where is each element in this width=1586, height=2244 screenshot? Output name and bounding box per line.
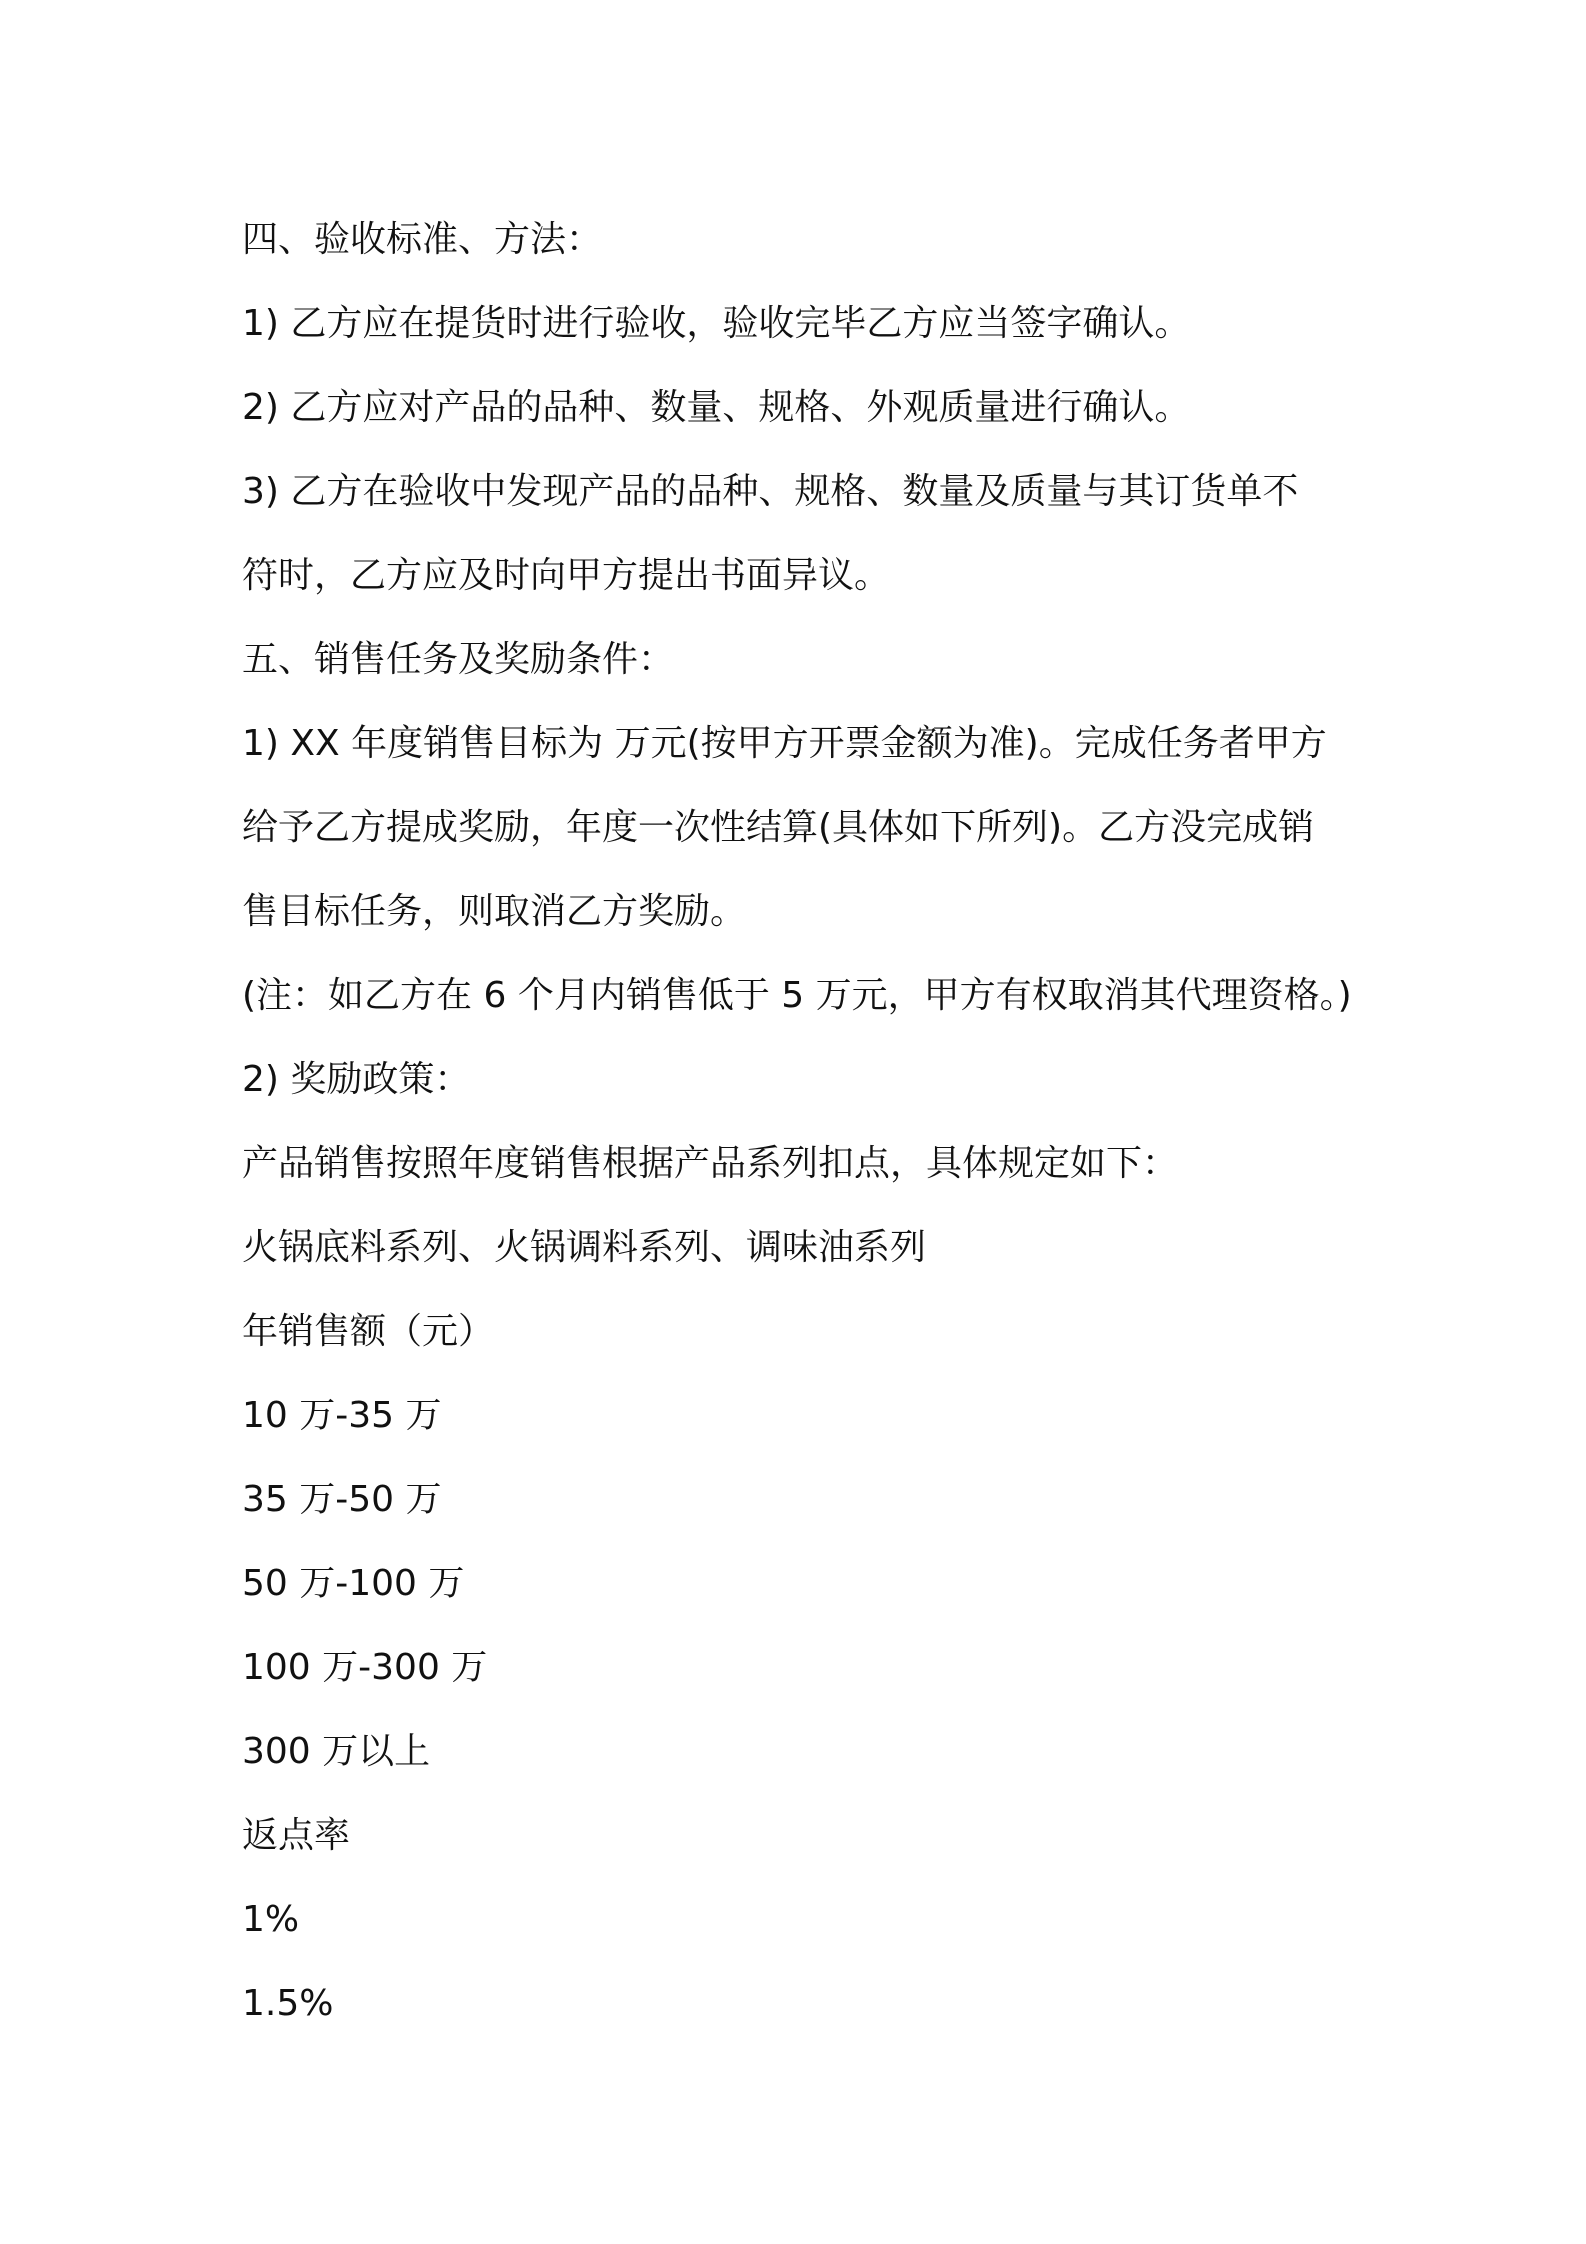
table-header-rebate-rate: 返点率 — [242, 1815, 351, 1856]
table-cell-range: 35 万-50 万 — [242, 1479, 442, 1520]
product-series-line: 火锅底料系列、火锅调料系列、调味油系列 — [242, 1227, 927, 1268]
note-line: (注：如乙方在 6 个月内销售低于 5 万元，甲方有权取消其代理资格。) — [242, 975, 1352, 1016]
table-cell-range: 10 万-35 万 — [242, 1395, 442, 1436]
section-heading-acceptance: 四、验收标准、方法： — [242, 219, 603, 260]
subheading-reward-policy: 2) 奖励政策： — [242, 1059, 471, 1100]
table-cell-range: 50 万-100 万 — [242, 1563, 465, 1604]
paragraph-line: 1) XX 年度销售目标为 万元(按甲方开票金额为准)。完成任务者甲方 — [242, 723, 1327, 764]
paragraph-line: 售目标任务，则取消乙方奖励。 — [242, 891, 747, 932]
paragraph-line: 3) 乙方在验收中发现产品的品种、规格、数量及质量与其订货单不 — [242, 471, 1299, 512]
table-cell-rate: 1% — [242, 1899, 300, 1940]
paragraph-line: 1) 乙方应在提货时进行验收，验收完毕乙方应当签字确认。 — [242, 303, 1191, 344]
section-heading-sales-task: 五、销售任务及奖励条件： — [242, 639, 675, 680]
paragraph-line: 给予乙方提成奖励，年度一次性结算(具体如下所列)。乙方没完成销 — [242, 807, 1315, 848]
table-cell-range: 100 万-300 万 — [242, 1647, 488, 1688]
document-body — [242, 198, 1362, 2046]
table-header-annual-sales: 年销售额（元） — [242, 1311, 495, 1352]
table-cell-range: 300 万以上 — [242, 1731, 431, 1772]
table-cell-rate: 1.5% — [242, 1983, 334, 2024]
paragraph-line: 2) 乙方应对产品的品种、数量、规格、外观质量进行确认。 — [242, 387, 1191, 428]
paragraph-line: 符时，乙方应及时向甲方提出书面异议。 — [242, 555, 891, 596]
paragraph-line: 产品销售按照年度销售根据产品系列扣点，具体规定如下： — [242, 1143, 1179, 1184]
